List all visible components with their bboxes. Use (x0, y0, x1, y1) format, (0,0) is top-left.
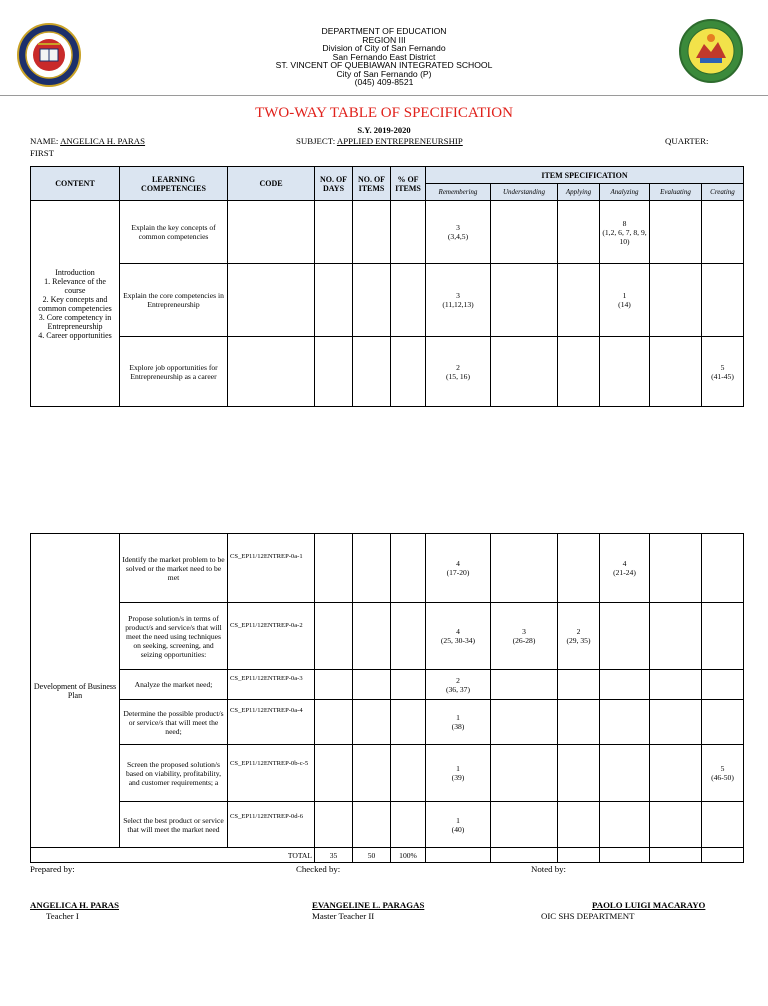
items-cell (353, 700, 391, 745)
days-cell (315, 700, 353, 745)
code-cell (228, 337, 315, 407)
name-field (30, 136, 145, 146)
understanding-cell (491, 534, 558, 603)
col-content: CONTENT (31, 167, 120, 201)
days-cell (315, 201, 353, 264)
code-cell: CS_EP11/12ENTREP-0a-2 (228, 603, 315, 670)
analyzing-cell (600, 603, 650, 670)
content-introduction: Introduction 1. Relevance of the course 2. Key concepts and common competencies 3. Core competency in Entrepreneurship 4. Career opportunities (31, 201, 120, 407)
header-line-6: City of San Fernando (P) (336, 68, 432, 79)
applying-cell (558, 802, 600, 848)
analyzing-cell (600, 745, 650, 802)
code-cell: CS_EP11/12ENTREP-0b-c-5 (228, 745, 315, 802)
days-cell (315, 534, 353, 603)
col-competencies: LEARNING COMPETENCIES (120, 167, 228, 201)
col-evaluating: Evaluating (650, 184, 702, 201)
table-row (31, 201, 744, 264)
competency-cell: Propose solution/s in terms of product/s and service/s that will meet the need using techniques on seeking, screening, and seizing opportunities: (120, 603, 228, 670)
col-understanding: Understanding (491, 184, 558, 201)
col-days: NO. OF DAYS (315, 167, 353, 201)
remembering-cell: 4 (17-20) (426, 534, 491, 603)
days-cell (315, 745, 353, 802)
creating-cell (702, 603, 744, 670)
prepared-name: ANGELICA H. PARAS (30, 900, 120, 910)
competency-cell: Select the best product or service that will meet the market need (120, 802, 228, 848)
evaluating-cell (650, 603, 702, 670)
header-line-7: (045) 409-8521 (354, 77, 414, 87)
applying-cell (558, 201, 600, 264)
evaluating-cell (650, 670, 702, 700)
remembering-cell: 2 (15, 16) (426, 337, 491, 407)
page-title: TWO-WAY TABLE OF SPECIFICATION (255, 105, 513, 121)
percent-cell (391, 337, 426, 407)
code-cell: CS_EP11/12ENTREP-0a-4 (228, 700, 315, 745)
applying-cell (558, 337, 600, 407)
total-percent: 100% (391, 848, 426, 863)
spec-table-1 (30, 166, 744, 407)
header-line-4: San Fernando East District (332, 51, 436, 62)
percent-cell (391, 534, 426, 603)
evaluating-cell (650, 700, 702, 745)
percent-cell (391, 603, 426, 670)
understanding-cell: 3 (26-28) (491, 603, 558, 670)
total-empty-cell (650, 848, 702, 863)
understanding-cell (491, 745, 558, 802)
prepared-label: Prepared by: (30, 864, 75, 874)
analyzing-cell: 1 (14) (600, 264, 650, 337)
applying-cell (558, 534, 600, 603)
total-days: 35 (315, 848, 353, 863)
col-remembering: Remembering (426, 184, 491, 201)
items-cell (353, 534, 391, 603)
creating-cell (702, 700, 744, 745)
evaluating-cell (650, 337, 702, 407)
percent-cell (391, 670, 426, 700)
table-row (31, 534, 744, 603)
remembering-cell: 4 (25, 30-34) (426, 603, 491, 670)
understanding-cell (491, 337, 558, 407)
evaluating-cell (650, 802, 702, 848)
applying-cell (558, 264, 600, 337)
col-applying: Applying (558, 184, 600, 201)
items-cell (353, 264, 391, 337)
percent-cell (391, 802, 426, 848)
items-cell (353, 201, 391, 264)
analyzing-cell (600, 802, 650, 848)
analyzing-cell (600, 337, 650, 407)
header-line-1: DEPARTMENT OF EDUCATION (321, 26, 447, 36)
code-cell: CS_EP11/12ENTREP-0a-1 (228, 534, 315, 603)
understanding-cell (491, 802, 558, 848)
col-creating: Creating (702, 184, 744, 201)
understanding-cell (491, 670, 558, 700)
competency-cell: Screen the proposed solution/s based on viability, profitability, and customer requirements; a (120, 745, 228, 802)
total-empty-cell (600, 848, 650, 863)
creating-cell: 5 (41-45) (702, 337, 744, 407)
checked-label: Checked by: (296, 864, 341, 874)
total-items: 50 (353, 848, 391, 863)
items-cell (353, 745, 391, 802)
applying-cell: 2 (29, 35) (558, 603, 600, 670)
items-cell (353, 670, 391, 700)
table-row (31, 670, 744, 700)
remembering-cell: 2 (36, 37) (426, 670, 491, 700)
creating-cell (702, 534, 744, 603)
days-cell (315, 802, 353, 848)
analyzing-cell (600, 670, 650, 700)
evaluating-cell (650, 745, 702, 802)
items-cell (353, 603, 391, 670)
total-empty-cell (491, 848, 558, 863)
code-cell (228, 264, 315, 337)
col-code: CODE (228, 167, 315, 201)
school-year: S.Y. 2019-2020 (357, 125, 411, 135)
header-line-5: ST. VINCENT OF QUEBIAWAN INTEGRATED SCHOOL (275, 60, 493, 70)
table-row (31, 700, 744, 745)
competency-cell: Analyze the market need; (120, 670, 228, 700)
content-business-plan: Development of Business Plan (31, 534, 120, 848)
applying-cell (558, 670, 600, 700)
code-cell (228, 201, 315, 264)
table-row (31, 603, 744, 670)
col-items: NO. OF ITEMS (353, 167, 391, 201)
table-row (31, 802, 744, 848)
evaluating-cell (650, 264, 702, 337)
analyzing-cell: 8 (1,2, 6, 7, 8, 9, 10) (600, 201, 650, 264)
remembering-cell: 1 (38) (426, 700, 491, 745)
remembering-cell: 3 (3,4,5) (426, 201, 491, 264)
col-item-spec: ITEM SPECIFICATION (426, 167, 744, 184)
table-row (31, 745, 744, 802)
code-cell: CS_EP11/12ENTREP-0a-3 (228, 670, 315, 700)
header-line-2: REGION III (362, 34, 406, 45)
days-cell (315, 603, 353, 670)
prepared-role: Teacher I (46, 911, 79, 921)
analyzing-cell: 4 (21-24) (600, 534, 650, 603)
remembering-cell: 3 (11,12,13) (426, 264, 491, 337)
total-empty-cell (426, 848, 491, 863)
competency-cell: Determine the possible product/s or service/s that will meet the need; (120, 700, 228, 745)
applying-cell (558, 700, 600, 745)
checked-name: EVANGELINE L. PARAGAS (312, 900, 425, 910)
competency-cell: Explore job opportunities for Entrepreneurship as a career (120, 337, 228, 407)
total-empty-cell (702, 848, 744, 863)
understanding-cell (491, 264, 558, 337)
items-cell (353, 802, 391, 848)
noted-name: PAOLO LUIGI MACARAYO (592, 900, 706, 910)
table-row (31, 264, 744, 337)
applying-cell (558, 745, 600, 802)
days-cell (315, 337, 353, 407)
quarter-label: QUARTER: (665, 136, 709, 146)
days-cell (315, 264, 353, 337)
header-line-3: Division of City of San Fernando (322, 43, 446, 53)
evaluating-cell (650, 201, 702, 264)
understanding-cell (491, 700, 558, 745)
creating-cell (702, 670, 744, 700)
understanding-cell (491, 201, 558, 264)
items-cell (353, 337, 391, 407)
creating-cell (702, 264, 744, 337)
total-label: TOTAL (31, 848, 315, 863)
percent-cell (391, 264, 426, 337)
subject-field (296, 136, 463, 146)
name-value: ANGELICA H. PARAS (60, 136, 146, 146)
noted-label: Noted by: (531, 864, 566, 874)
total-empty-cell (558, 848, 600, 863)
creating-cell (702, 802, 744, 848)
analyzing-cell (600, 700, 650, 745)
spec-table-2 (30, 533, 744, 863)
remembering-cell: 1 (40) (426, 802, 491, 848)
evaluating-cell (650, 534, 702, 603)
competency-cell: Explain the key concepts of common competencies (120, 201, 228, 264)
remembering-cell: 1 (39) (426, 745, 491, 802)
creating-cell (702, 201, 744, 264)
competency-cell: Identify the market problem to be solved or the market need to be met (120, 534, 228, 603)
checked-role: Master Teacher II (312, 911, 375, 921)
total-row (31, 848, 744, 863)
percent-cell (391, 201, 426, 264)
days-cell (315, 670, 353, 700)
noted-role: OIC SHS DEPARTMENT (541, 911, 635, 921)
subject-label: SUBJECT: (296, 136, 336, 146)
table-row (31, 337, 744, 407)
code-cell: CS_EP11/12ENTREP-0d-6 (228, 802, 315, 848)
creating-cell: 5 (46-50) (702, 745, 744, 802)
subject-value: APPLIED ENTREPRENEURSHIP (336, 136, 463, 146)
col-analyzing: Analyzing (600, 184, 650, 201)
percent-cell (391, 700, 426, 745)
name-label: NAME: (30, 136, 59, 146)
competency-cell: Explain the core competencies in Entrepreneurship (120, 264, 228, 337)
header-divider (0, 95, 768, 96)
col-percent: % OF ITEMS (391, 167, 426, 201)
percent-cell (391, 745, 426, 802)
quarter-value: FIRST (30, 148, 54, 158)
